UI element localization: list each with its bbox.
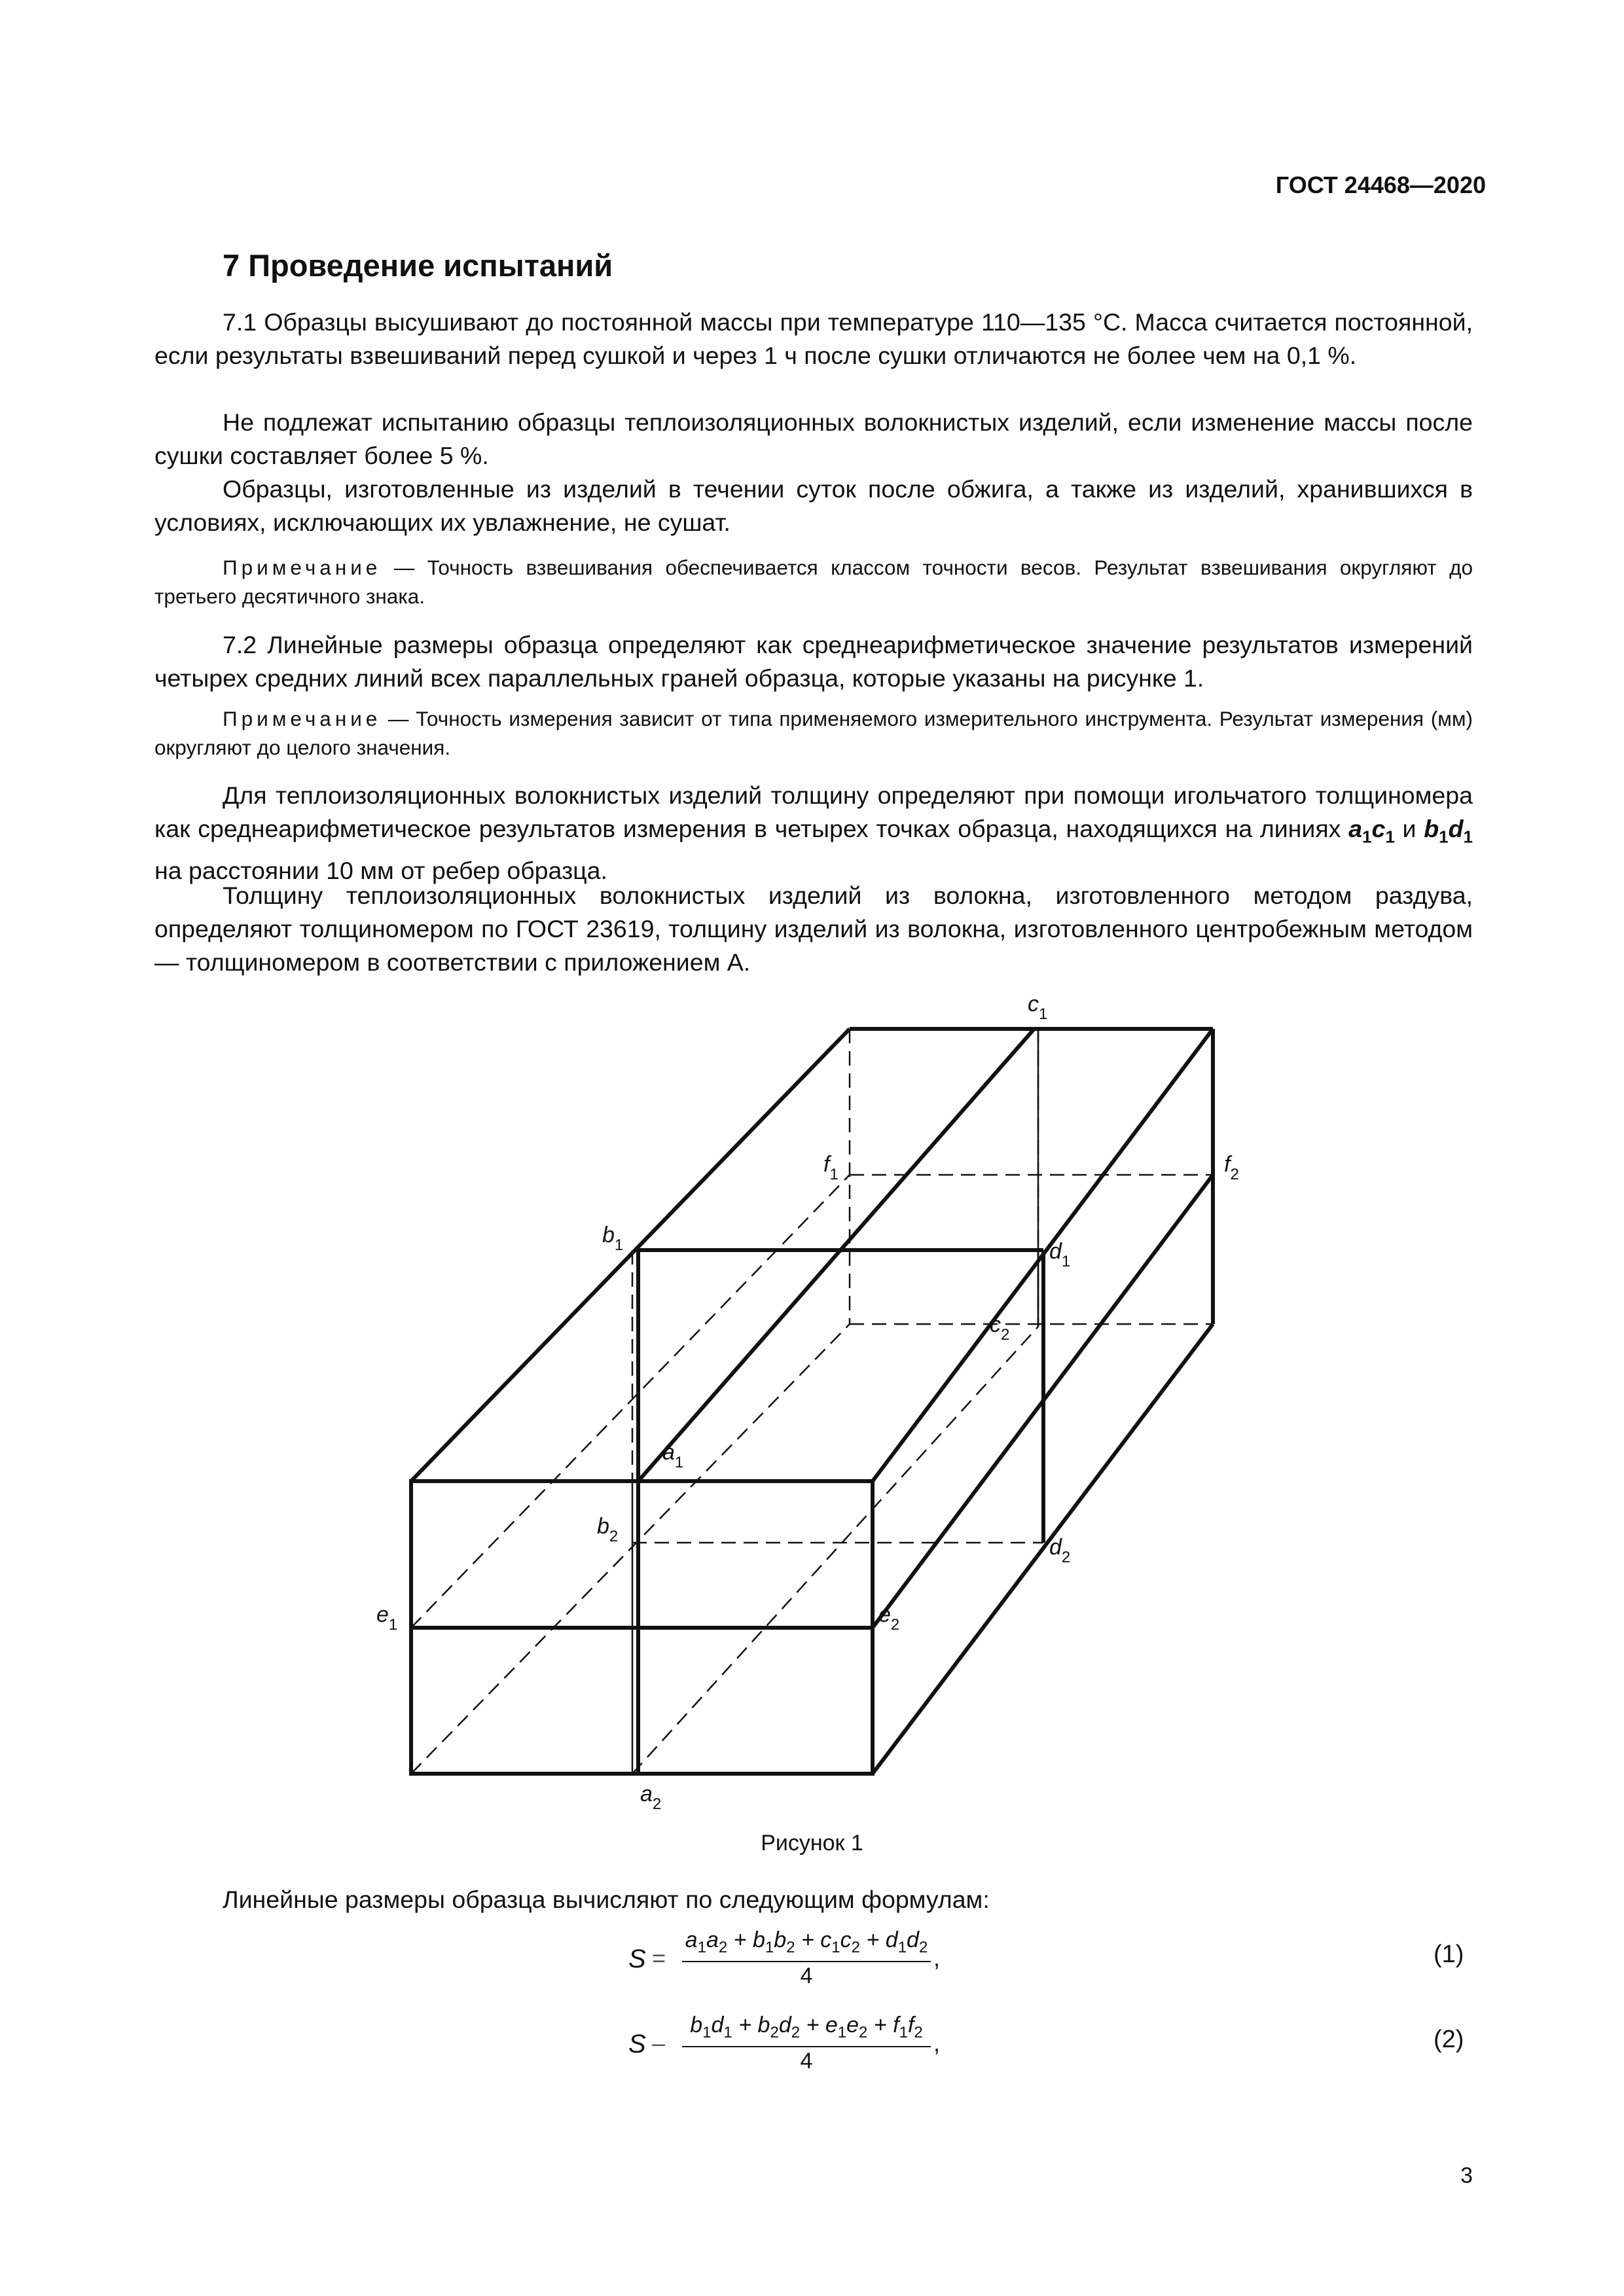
formula-lhs: S (628, 2030, 646, 2058)
paragraph-thickness-gauge: Толщину теплоизоляционных волокнистых изделий из волокна, изготовленного методом раздува, определяют толщиномером по ГОСТ 23619, толщину изделий из волокна, изготовленного центробежным методом — толщиномером в соответствии с приложением А. (154, 882, 1473, 976)
letter: a (662, 1440, 675, 1465)
note-label: Примечание (223, 556, 382, 579)
letter: f (1224, 1152, 1231, 1177)
label-f1 (823, 1152, 839, 1183)
subscript: 2 (890, 1616, 900, 1634)
label-d1 (1049, 1239, 1070, 1270)
label-a2 (640, 1782, 661, 1813)
letter: c (1028, 992, 1039, 1016)
subscript: 1 (388, 1616, 398, 1634)
subscript: 2 (1230, 1166, 1239, 1183)
formula-eq: – (652, 2030, 666, 2056)
formula-2 (628, 2013, 1479, 2085)
sym-d: d (1448, 815, 1464, 842)
letter: b (602, 1223, 615, 1247)
letter: d (1049, 1239, 1062, 1264)
subscript: 1 (1039, 1005, 1048, 1023)
formula-denominator: 4 (800, 1964, 813, 1988)
formula-denominator: 4 (800, 2049, 813, 2073)
sub-1: 1 (1385, 827, 1395, 847)
label-c1 (1028, 992, 1047, 1023)
label-c2 (990, 1312, 1009, 1344)
subscript: 1 (674, 1454, 684, 1471)
letter: b (597, 1514, 609, 1539)
hidden-a2-c2 (632, 1327, 1038, 1774)
figure-caption: Рисунок 1 (761, 1831, 863, 1856)
midline-a1-c1 (638, 1029, 1034, 1481)
text-run: Для теплоизоляционных волокнистых изделий толщину определяют при помощи игольчатого толщиномера как среднеарифметическое результатов измерения в четырех точках образца, находящихся на линиях (154, 781, 1473, 842)
formula-lhs: S (628, 1945, 646, 1973)
formula-numerator: $b_1d_1 + b_2d_2 + e_1e_2 + f_1f_2$ (682, 2013, 931, 2047)
sub-1: 1 (1439, 827, 1449, 847)
letter: d (1049, 1535, 1062, 1560)
paragraph-no-test: Не подлежат испытанию образцы теплоизоляционных волокнистых изделий, если изменение массы после сушки составляет более 5 %. (154, 408, 1473, 469)
letter: f (823, 1152, 830, 1177)
formula-1 (628, 1928, 1479, 2000)
section-title: 7 Проведение испытаний (223, 248, 613, 283)
subscript: 1 (614, 1236, 624, 1254)
sym-b: b (1424, 815, 1439, 842)
standard-id: ГОСТ 24468—2020 (1275, 171, 1486, 198)
formula-numerator: $a_1a_2 + b_1b_2 + c_1c_2 + d_1d_2$ (682, 1928, 931, 1962)
hidden-bottom-left (411, 1324, 850, 1774)
label-f2 (1224, 1152, 1239, 1183)
formula-number: (2) (1434, 2026, 1464, 2053)
formula-tail: , (933, 1945, 941, 1971)
hidden-e1-f1 (411, 1175, 850, 1628)
label-b1 (602, 1223, 623, 1254)
formula-eq: = (652, 1945, 666, 1971)
page-number: 3 (1460, 2163, 1473, 2188)
subscript: 2 (1061, 1549, 1071, 1566)
paragraph-7-2: 7.2 Линейные размеры образца определяют как среднеарифметическое значение результатов измерений четырех средних линий всех параллельных граней образца, которые указаны на рисунке 1. (154, 631, 1473, 692)
text-run: и (1394, 815, 1424, 842)
subscript: 2 (609, 1528, 619, 1545)
text-run: на расстоянии 10 мм от ребер образца. (154, 856, 607, 884)
formula-number: (1) (1434, 1941, 1464, 1968)
subscript: 1 (1061, 1253, 1071, 1270)
label-a1 (662, 1440, 683, 1471)
label-d2 (1049, 1535, 1070, 1566)
letter: e (878, 1602, 891, 1627)
subscript: 1 (829, 1166, 839, 1183)
paragraph-no-dry: Образцы, изготовленные из изделий в течении суток после обжига, а также из изделий, хранившихся в условиях, исключающих их увлажнение, не сушат. (154, 475, 1473, 536)
sub-1: 1 (1362, 827, 1372, 847)
subscript: 2 (652, 1795, 662, 1813)
label-e2 (878, 1602, 899, 1634)
letter: e (376, 1602, 389, 1627)
letter: c (990, 1312, 1001, 1337)
sym-a: a (1348, 815, 1362, 842)
letter: a (640, 1782, 653, 1806)
sub-1: 1 (1463, 827, 1473, 847)
top-left-edge (411, 1029, 850, 1481)
paragraph-7-1: 7.1 Образцы высушивают до постоянной массы при температуре 110—135 °С. Масса считается постоянной, если результаты взвешиваний перед сушкой и через 1 ч после сушки отличаются не более чем на 0,1 %. (154, 308, 1473, 369)
formula-tail: , (933, 2030, 941, 2056)
label-e1 (376, 1602, 397, 1634)
note-label: Примечание (223, 707, 382, 730)
note-text: — Точность взвешивания обеспечивается классом точности весов. Результат взвешивания округляют до третьего десятичного знака. (154, 556, 1473, 608)
formulas-intro: Линейные размеры образца вычисляют по следующим формулам: (223, 1886, 990, 1913)
midline-e2-f2 (873, 1175, 1213, 1628)
label-b2 (597, 1514, 618, 1545)
note-text: — Точность измерения зависит от типа применяемого измерительного инструмента. Результат измерения (мм) округляют до целого значения. (154, 707, 1473, 759)
subscript: 2 (1001, 1326, 1010, 1344)
sym-c: c (1371, 815, 1386, 842)
